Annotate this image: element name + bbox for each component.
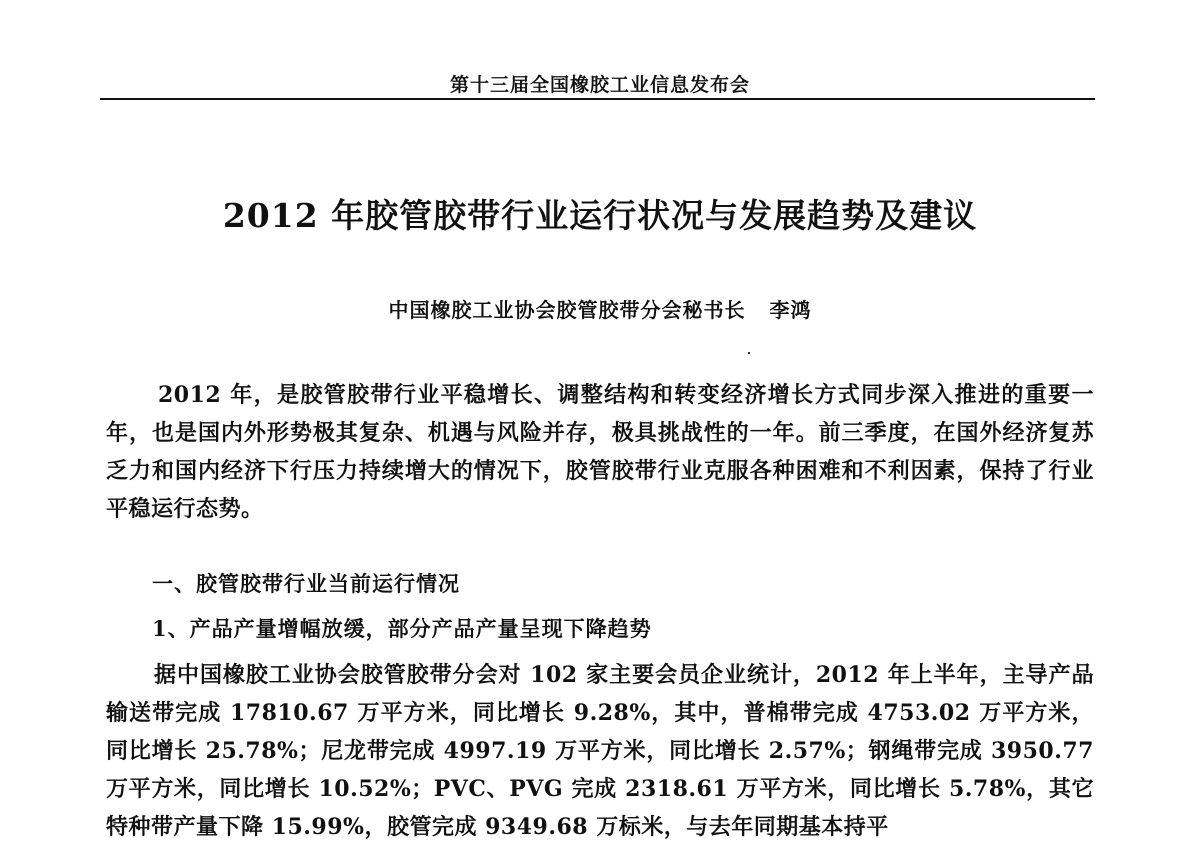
subsection-heading: 1、产品产量增幅放缓，部分产品产量呈现下降趋势: [152, 616, 652, 641]
author-name: 李鸿: [769, 298, 812, 322]
intro-paragraph: 2012 年，是胶管胶带行业平稳增长、调整结构和转变经济增长方式同步深入推进的重要一年，也是国内外形势极其复杂、机遇与风险并存，极具挑战性的一年。前三季度，在国外经济复苏乏力和国内经济下行压力持续增大的情况下，胶管胶带行业克服各种困难和不利因素，保持了行业平稳运行态势。: [106, 382, 1094, 522]
author-affiliation: 中国橡胶工业协会胶管胶带分会秘书长: [388, 298, 746, 322]
document-title: 2012 年胶管胶带行业运行状况与发展趋势及建议: [222, 196, 978, 235]
byline: [0, 294, 1200, 323]
section-heading: 一、胶管胶带行业当前运行情况: [152, 571, 460, 596]
body-paragraph: 据中国橡胶工业协会胶管胶带分会对 102 家主要会员企业统计，2012 年上半年，主导产品输送带完成 17810.67 万平方米，同比增长 9.28%，其中，普棉带完成 4753.02 万平方米，同比增长 25.78%；尼龙带完成 4997.19 万平方米，同比增长 2.57%；钢绳带完成 3950.77 万平方米，同比增长 10.52%；PVC、PVG 完成 2318.61 万平方米，同比增长 5.78%，其它特种带产量下降 15.99%，胶管完成 9349.68 万标米，与去年同期基本持平: [106, 662, 1094, 840]
header-rule: [100, 98, 1095, 100]
running-header: 第十三届全国橡胶工业信息发布会: [449, 74, 750, 96]
scan-artifact: [748, 352, 750, 354]
